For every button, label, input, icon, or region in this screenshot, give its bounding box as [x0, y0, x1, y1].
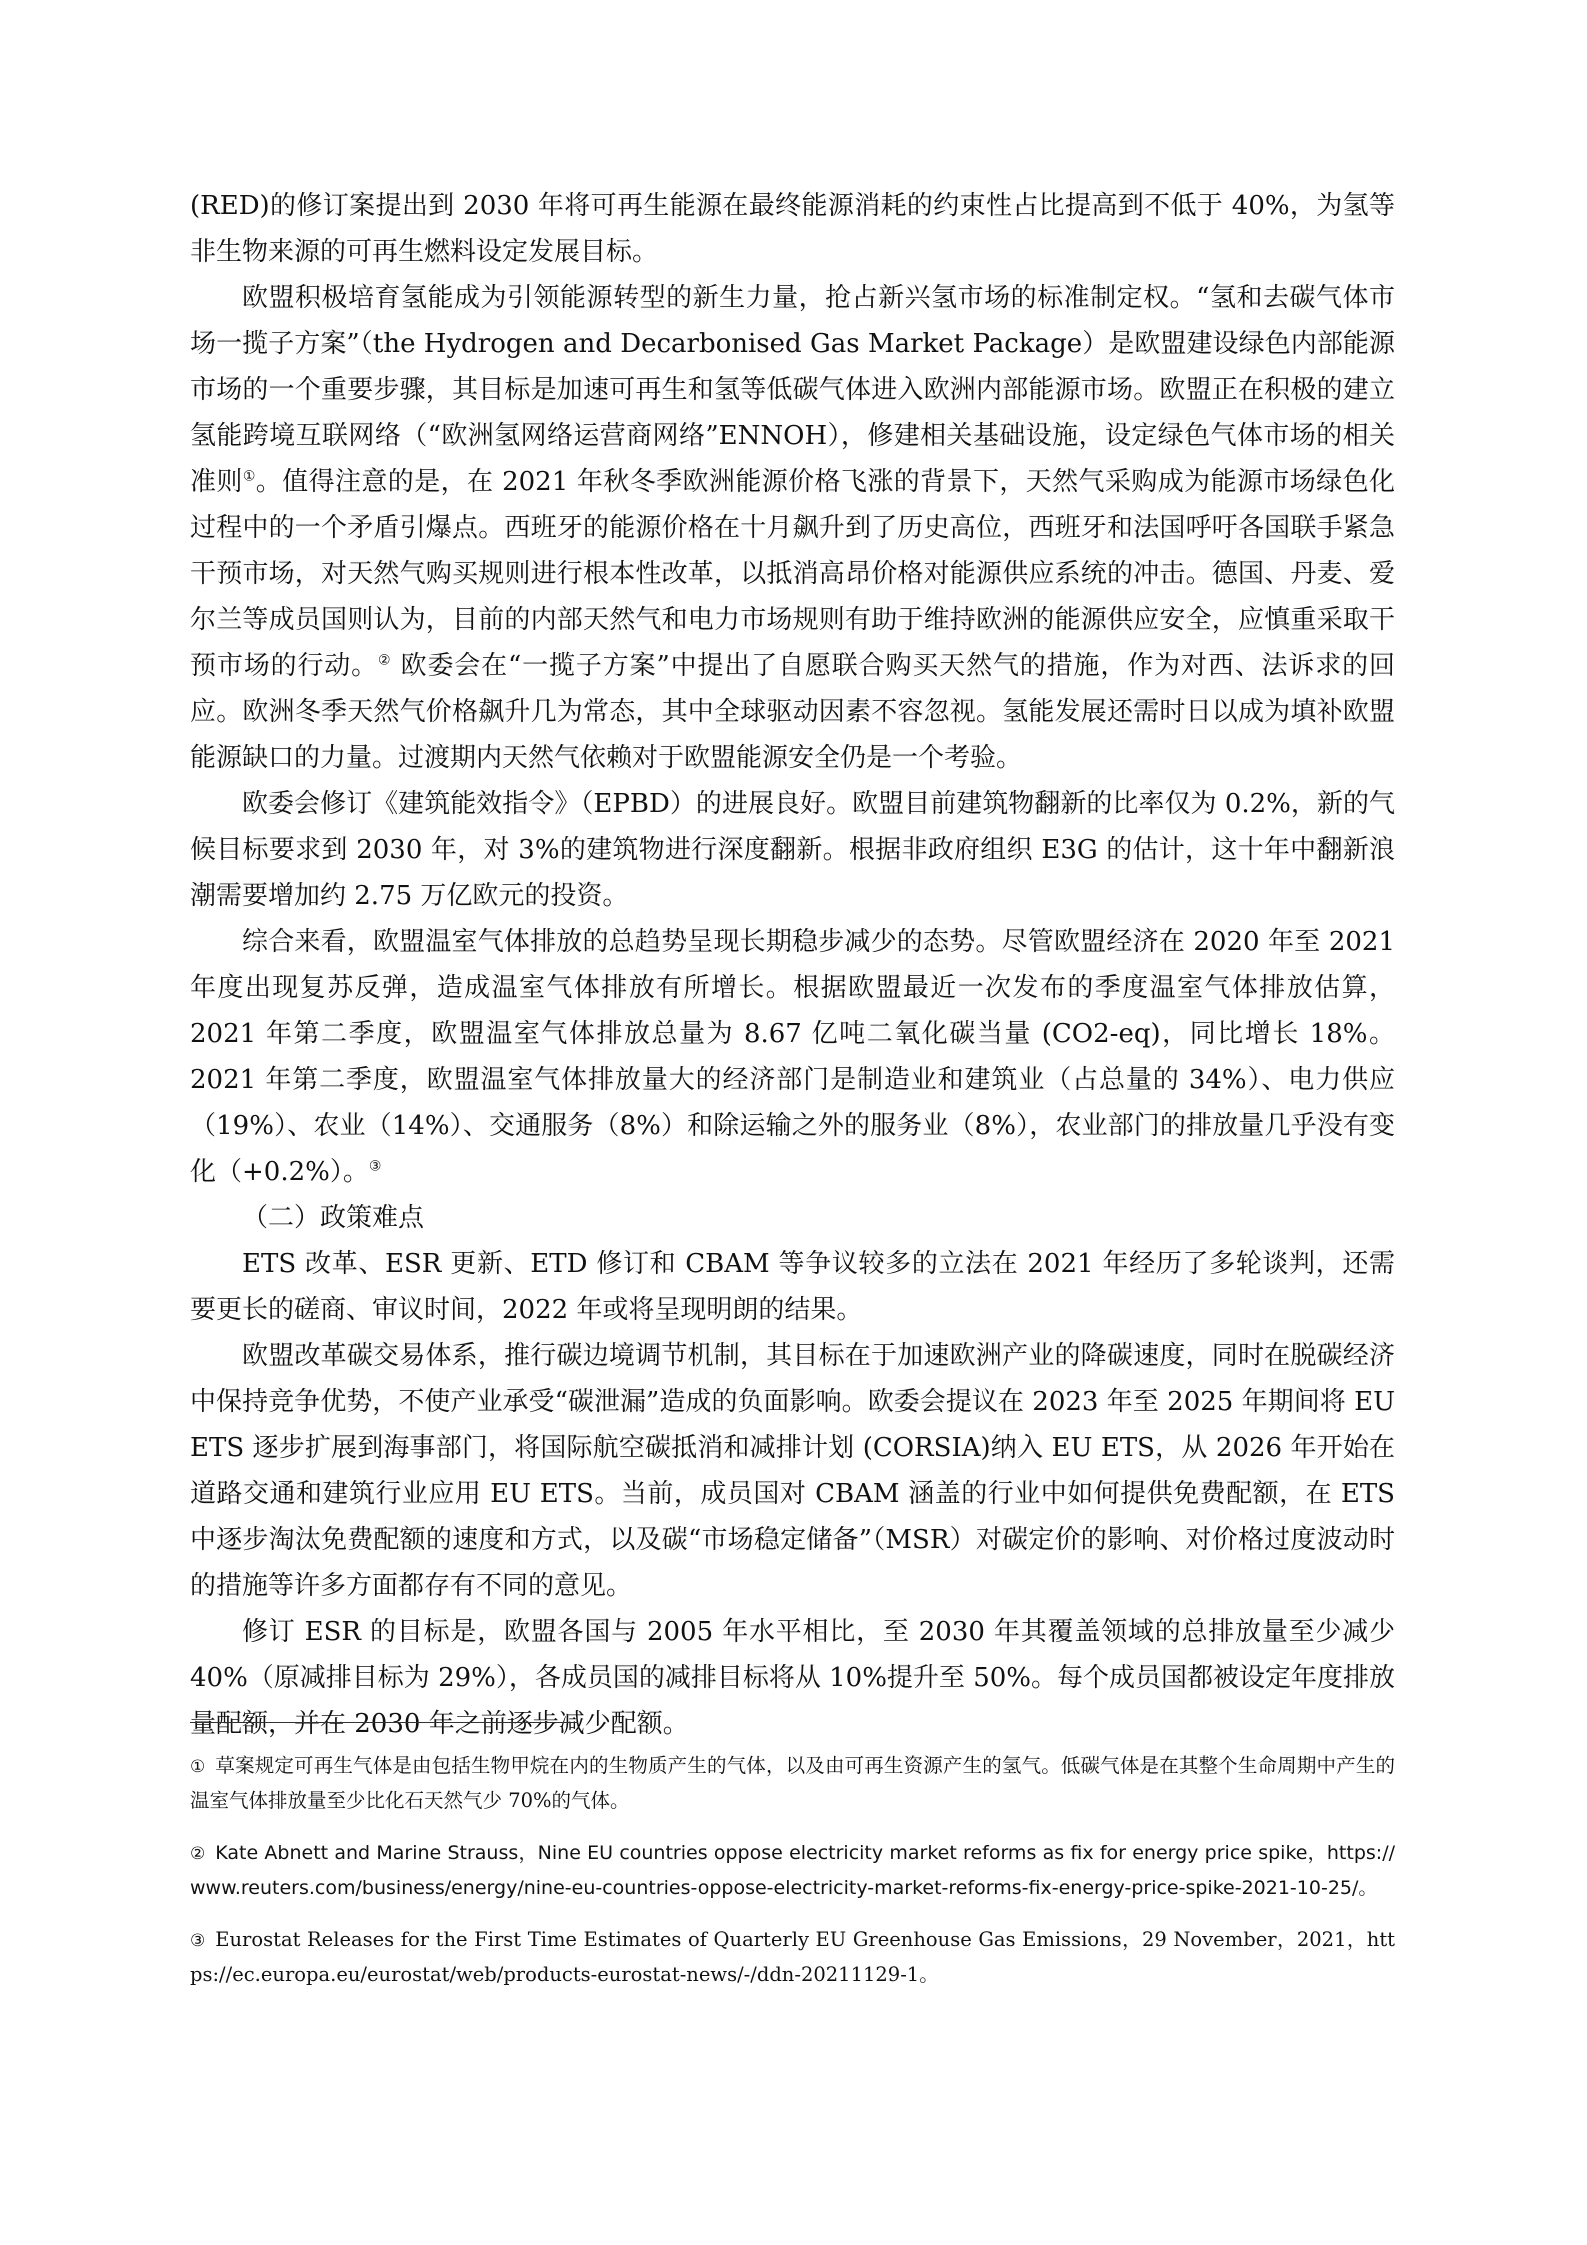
- document-body: [190, 183, 1395, 1747]
- paragraph-ets-reform: 欧盟改革碳交易体系，推行碳边境调节机制，其目标在于加速欧洲产业的降碳速度，同时在脱碳经济中保持竞争优势，不使产业承受“碳泄漏”造成的负面影响。欧委会提议在 2023 年至 2025 年期间将 EU ETS 逐步扩展到海事部门，将国际航空碳抵消和减排计划 (CORSIA)纳入 EU ETS，从 2026 年开始在道路交通和建筑行业应用 EU ETS。当前，成员国对 CBAM 涵盖的行业中如何提供免费配额，在 ETS 中逐步淘汰免费配额的速度和方式，以及碳“市场稳定储备”（MSR）对碳定价的影响、对价格过度波动时的措施等许多方面都存有不同的意见。: [190, 1341, 1395, 1601]
- paragraph-esr-revision: 修订 ESR 的目标是，欧盟各国与 2005 年水平相比，至 2030 年其覆盖领域的总排放量至少减少 40%（原减排目标为 29%），各成员国的减排目标将从 10%提升至 50%。每个成员国都被设定年度排放量配额，并在 2030 年之前逐步减少配额。: [190, 1617, 1395, 1739]
- paragraph-legislation-negotiation: ETS 改革、ESR 更新、ETD 修订和 CBAM 等争议较多的立法在 2021 年经历了多轮谈判，还需要更长的磋商、审议时间，2022 年或将呈现明朗的结果。: [190, 1249, 1395, 1325]
- paragraph-emissions-trend: [190, 919, 1395, 1195]
- footnote-mark: ②: [190, 1844, 206, 1864]
- paragraph-emissions-text: 综合来看，欧盟温室气体排放的总趋势呈现长期稳步减少的态势。尽管欧盟经济在 2020 年至 2021 年度出现复苏反弹，造成温室气体排放有所增长。根据欧盟最近一次发布的季度温室气体排放估算，2021 年第二季度，欧盟温室气体排放总量为 8.67 亿吨二氧化碳当量 (CO2-eq)，同比增长 18%。2021 年第二季度，欧盟温室气体排放量大的经济部门是制造业和建筑业（占总量的 34%）、电力供应（19%）、农业（14%）、交通服务（8%）和除运输之外的服务业（8%），农业部门的排放量几乎没有变化（+0.2%）。: [190, 927, 1395, 1187]
- footnote-ref-2[interactable]: ②: [378, 652, 392, 669]
- paragraph-red-revision: (RED)的修订案提出到 2030 年将可再生能源在最终能源消耗的约束性占比提高到不低于 40%，为氢等非生物来源的可再生燃料设定发展目标。: [190, 191, 1395, 267]
- footnote-2: [190, 1836, 1395, 1905]
- footnote-divider: [190, 1722, 578, 1723]
- footnote-ref-1[interactable]: ①: [242, 468, 256, 485]
- footnote-text: 草案规定可再生气体是由包括生物甲烷在内的生物质产生的气体，以及由可再生资源产生的氢气。低碳气体是在其整个生命周期中产生的温室气体排放量至少比化石天然气少 70%的气体。: [190, 1754, 1395, 1812]
- paragraph-hydrogen-strategy: [190, 275, 1395, 781]
- footnote-text[interactable]: Kate Abnett and Marine Strauss，Nine EU countries oppose electricity market reforms as fix for energy price spike，https://www.reuters.com/business/energy/nine-eu-countries-oppose-electricity-market-reforms-fix-energy-price-spike-2021-10-25/。: [190, 1842, 1395, 1899]
- footnote-mark: ③: [190, 1931, 206, 1951]
- footnote-text[interactable]: Eurostat Releases for the First Time Estimates of Quarterly EU Greenhouse Gas Emissions，29 November，2021，https://ec.europa.eu/eurostat/web/products-eurostat-news/-/ddn-20211129-1。: [190, 1928, 1395, 1986]
- footnote-mark: ①: [190, 1757, 206, 1777]
- paragraph-hydrogen-text-b: 。值得注意的是，在 2021 年秋冬季欧洲能源价格飞涨的背景下，天然气采购成为能源市场绿色化过程中的一个矛盾引爆点。西班牙的能源价格在十月飙升到了历史高位，西班牙和法国呼吁各国联手紧急干预市场，对天然气购买规则进行根本性改革，以抵消高昂价格对能源供应系统的冲击。德国、丹麦、爱尔兰等成员国则认为，目前的内部天然气和电力市场规则有助于维持欧洲的能源供应安全，应慎重采取干预市场的行动。: [190, 467, 1395, 681]
- footnote-3: [190, 1923, 1395, 1992]
- footnotes-section: [190, 1722, 1395, 2010]
- paragraph-epbd: 欧委会修订《建筑能效指令》（EPBD）的进展良好。欧盟目前建筑物翻新的比率仅为 0.2%，新的气候目标要求到 2030 年，对 3%的建筑物进行深度翻新。根据非政府组织 E3G 的估计，这十年中翻新浪潮需要增加约 2.75 万亿欧元的投资。: [190, 789, 1395, 911]
- footnote-1: [190, 1749, 1395, 1818]
- footnote-ref-3[interactable]: ③: [368, 1158, 382, 1175]
- paragraph-hydrogen-text-c: 欧委会在“一揽子方案”中提出了自愿联合购买天然气的措施，作为对西、法诉求的回应。欧洲冬季天然气价格飙升几为常态，其中全球驱动因素不容忽视。氢能发展还需时日以成为填补欧盟能源缺口的力量。过渡期内天然气依赖对于欧盟能源安全仍是一个考验。: [190, 651, 1395, 773]
- section-heading-policy-difficulties: （二）政策难点: [242, 1203, 425, 1233]
- paragraph-hydrogen-text-a: 欧盟积极培育氢能成为引领能源转型的新生力量，抢占新兴氢市场的标准制定权。“氢和去碳气体市场一揽子方案”（the Hydrogen and Decarbonised Gas Market Package）是欧盟建设绿色内部能源市场的一个重要步骤，其目标是加速可再生和氢等低碳气体进入欧洲内部能源市场。欧盟正在积极的建立氢能跨境互联网络（“欧洲氢网络运营商网络”ENNOH），修建相关基础设施，设定绿色气体市场的相关准则: [190, 283, 1395, 497]
